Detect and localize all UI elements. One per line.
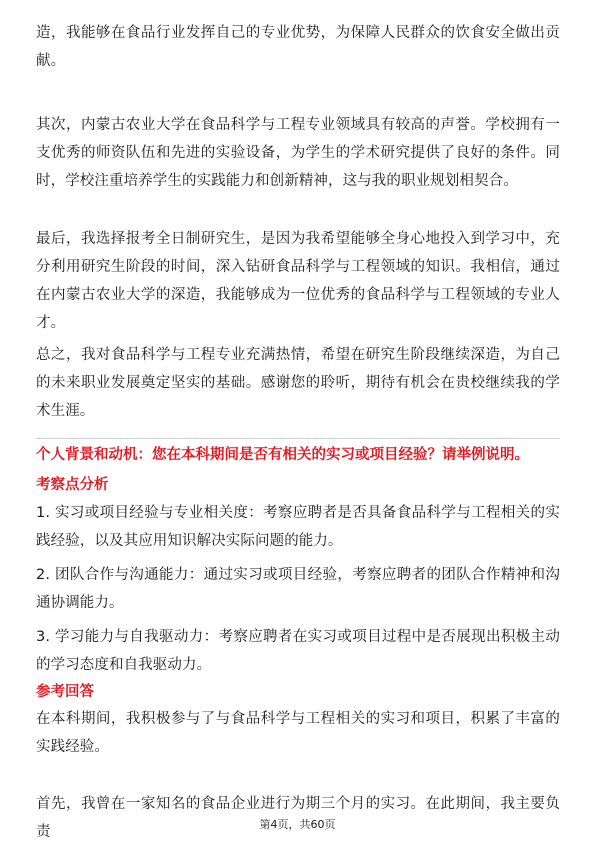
section-divider — [36, 438, 560, 439]
document-page — [36, 0, 560, 842]
question-heading: 个人背景和动机：您在本科期间是否有相关的实习或项目经验？请举例说明。 — [36, 447, 529, 463]
analysis-heading: 考察点分析 — [36, 477, 109, 493]
body-paragraph-2: 其次，内蒙古农业大学在食品科学与工程专业领域具有较高的声誉。学校拥有一支优秀的师资队伍和先进的实验设备，为学生的学术研究提供了良好的条件。同时，学校注重培养学生的实践能力和创新精神，这与我的职业规划相契合。 — [36, 117, 560, 189]
answer-paragraph-1: 在本科期间，我积极参与了与食品科学与工程相关的实习和项目，积累了丰富的实践经验。 — [36, 711, 560, 755]
analysis-list — [36, 499, 560, 685]
answer-heading: 参考回答 — [36, 684, 94, 700]
page-footer: 第4页，共60页 — [259, 818, 336, 831]
analysis-item-3: 3. 学习能力与自我驱动力：考察应聘者在实习或项目过程中是否展现出积极主动的学习态度和自我驱动力。 — [36, 629, 560, 673]
analysis-item-2: 2. 团队合作与沟通能力：通过实习或项目经验，考察应聘者的团队合作精神和沟通协调能力。 — [36, 567, 560, 611]
answer-paragraph-2: 首先，我曾在一家知名的食品企业进行为期三个月的实习。在此期间，我主要负责 — [36, 796, 560, 840]
body-paragraph-4: 总之，我对食品科学与工程专业充满热情，希望在研究生阶段继续深造，为自己的未来职业发展奠定坚实的基础。感谢您的聆听，期待有机会在贵校继续我的学术生涯。 — [36, 347, 560, 419]
body-paragraph-1: 造，我能够在食品行业发挥自己的专业优势，为保障人民群众的饮食安全做出贡献。 — [36, 25, 560, 69]
body-paragraph-3: 最后，我选择报考全日制研究生，是因为我希望能够全身心地投入到学习中，充分利用研究生阶段的时间，深入钻研食品科学与工程领域的知识。我相信，通过在内蒙古农业大学的深造，我能够成为一位优秀的食品科学与工程领域的专业人才。 — [36, 231, 560, 331]
analysis-item-1: 1. 实习或项目经验与专业相关度：考察应聘者是否具备食品科学与工程相关的实践经验，以及其应用知识解决实际问题的能力。 — [36, 505, 560, 549]
